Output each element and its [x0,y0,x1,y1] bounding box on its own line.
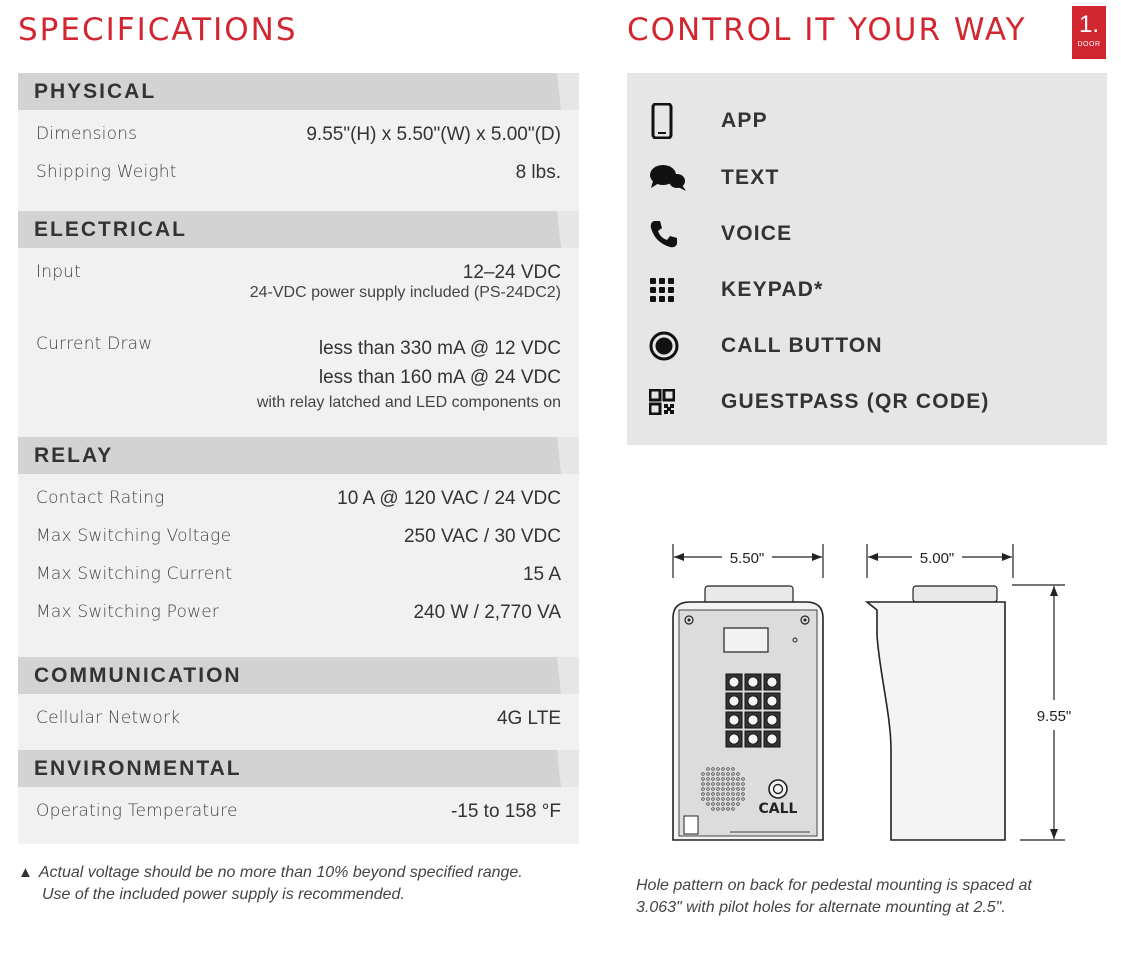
spec-value: 240 W / 2,770 VA [413,602,561,623]
chat-bubbles-icon [649,158,695,198]
spec-label: Max Switching Voltage [36,526,232,546]
spec-value: 15 A [522,564,561,585]
control-item-keypad [649,270,824,310]
spec-value [250,262,561,334]
control-label: CALL BUTTON [721,334,883,357]
section-electrical [18,248,579,437]
call-button-icon [649,326,695,366]
section-header-physical [18,73,579,110]
spec-value: 10 A @ 120 VAC / 24 VDC [337,488,561,509]
section-environmental [18,787,579,844]
height-dimension: 9.55" [1036,708,1072,725]
control-title: CONTROL IT YOUR WAY [627,12,1027,48]
device-key-face [729,677,739,687]
section-title: PHYSICAL [34,80,157,103]
section-header-relay [18,437,579,474]
current-note: with relay latched and LED components on [256,394,561,411]
note-line-2: Use of the included power supply is recommended. [42,886,405,903]
section-title: COMMUNICATION [34,664,242,687]
device-key-face [767,734,777,744]
qr-code-icon [649,382,695,422]
side-view [867,586,1005,840]
section-header-environmental [18,750,579,787]
spec-value: -15 to 158 °F [450,801,561,822]
spec-label: Operating Temperature [36,801,238,821]
control-item-call-button [649,326,883,366]
spec-row-switching-power [18,602,579,640]
section-title: RELAY [34,444,114,467]
section-header-electrical [18,211,579,248]
spec-value: 9.55"(H) x 5.50"(W) x 5.00"(D) [306,124,561,145]
spec-row-cellular [18,708,579,746]
section-title: ENVIRONMENTAL [34,757,242,780]
device-key-face [729,715,739,725]
depth-dimension: 5.00" [919,550,955,567]
spec-value: 4G LTE [496,708,561,729]
front-view [673,586,823,840]
mounting-note-line-1: Hole pattern on back for pedestal mounting is spaced at [636,877,1032,894]
warning-icon: ▲ [18,864,33,881]
control-item-text [649,158,779,198]
spec-label: Input [36,262,82,282]
device-key-face [767,696,777,706]
mounting-note [636,875,1096,919]
device-key-face [748,715,758,725]
control-item-guestpass [649,382,990,422]
voltage-note [18,862,523,906]
spec-row-switching-voltage [18,526,579,564]
spec-label: Dimensions [36,124,138,144]
spec-label: Contact Rating [36,488,165,508]
mounting-note-line-2: 3.063" with pilot holes for alternate mounting at 2.5". [636,899,1006,916]
control-panel [627,73,1107,445]
control-label: KEYPAD* [721,278,824,301]
control-item-app [649,101,768,141]
input-value: 12–24 VDC [462,262,561,283]
specifications-table [18,73,579,844]
spec-value: 250 VAC / 30 VDC [403,526,561,547]
phone-icon [649,101,695,141]
device-key-face [767,715,777,725]
control-label: VOICE [721,222,793,245]
current-value-24v: less than 160 mA @ 24 VDC [318,367,561,388]
spec-label: Max Switching Current [36,564,233,584]
note-line-1: Actual voltage should be no more than 10% beyond specified range. [38,864,523,881]
current-value-12v: less than 330 mA @ 12 VDC [318,338,561,359]
section-title: ELECTRICAL [34,218,187,241]
keypad-icon [649,270,695,310]
spec-row-temperature [18,801,579,839]
spec-label: Shipping Weight [36,162,177,182]
control-label: TEXT [721,166,780,189]
control-label: GUESTPASS (QR CODE) [721,390,990,413]
input-note: 24-VDC power supply included (PS-24DC2) [249,284,561,301]
device-key-face [748,677,758,687]
spec-value [257,334,561,414]
device-key-face [748,696,758,706]
dimension-drawing [660,540,1110,860]
width-dimension: 5.50" [729,550,765,567]
spec-row-contact-rating [18,488,579,526]
logo-number: 1. [1078,11,1099,38]
door-logo [1072,6,1106,59]
spec-row-switching-current [18,564,579,602]
device-call-label: CALL [758,801,798,817]
section-physical [18,110,579,211]
spec-row-weight [18,162,579,200]
device-key-face [748,734,758,744]
control-item-voice [649,214,792,254]
spec-label: Current Draw [36,334,153,354]
section-header-communication [18,657,579,694]
spec-row-dimensions [18,124,579,162]
spec-row-current-draw [18,334,579,414]
spec-label: Cellular Network [36,708,181,728]
logo-label: DOOR [1077,41,1101,48]
spec-row-input [18,262,579,334]
device-key-face [729,734,739,744]
section-communication [18,694,579,750]
section-relay [18,474,579,657]
device-key-face [767,677,777,687]
control-label: APP [721,109,768,132]
phone-handset-icon [649,214,695,254]
specifications-title: SPECIFICATIONS [18,12,298,48]
spec-value: 8 lbs. [515,162,561,183]
device-key-face [729,696,739,706]
spec-label: Max Switching Power [36,602,220,622]
